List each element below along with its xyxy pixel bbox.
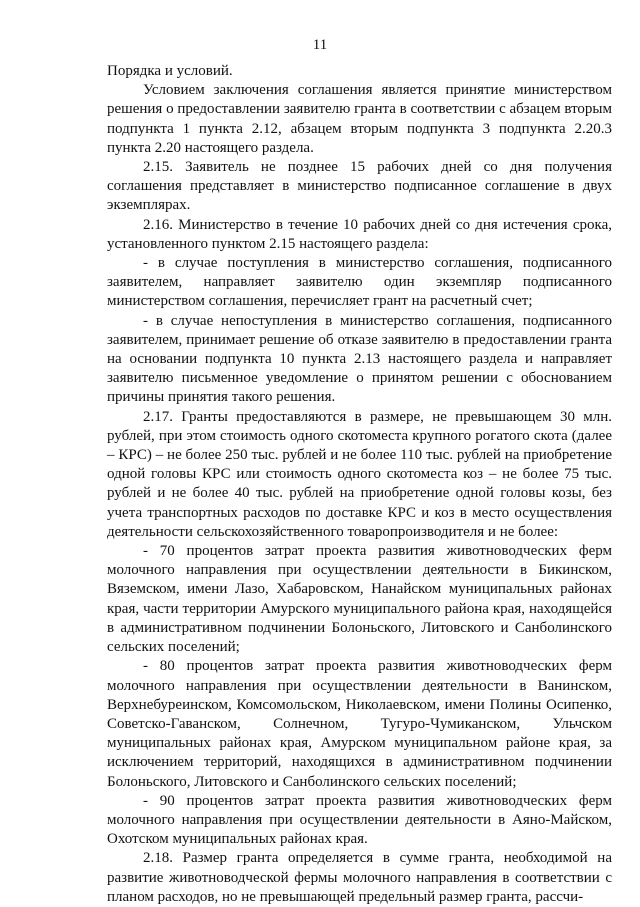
list-item: - в случае непоступления в министерство соглашения, подписанного заявителем, принимает решение об отказе заявителю в предоставлении гранта на основании подпункта 10 пункта 2.13 настоящего раздела и направляет заявителю письменное уведомление о принятом решении с обоснованием причины принятия такого решения.: [107, 312, 612, 406]
list-item: - 80 процентов затрат проекта развития животноводческих ферм молочного направления при осуществлении деятельности в Ванинском, Верхнебуреинском, Комсомольском, Николаевском, имени Полины Осипенко, Советско-Гаванском, Солнечном, Тугуро-Чумиканском, Ульчском муниципальных районах края, Амурском муниципальном районе края, за исключением территорий, находящихся в административном подчинении Болоньского, Литовского и Санболинского сельских поселений;: [107, 658, 612, 790]
paragraph-2-16: 2.16. Министерство в течение 10 рабочих дней со дня истечения срока, установленного пунктом 2.15 настоящего раздела:: [107, 216, 612, 252]
list-item: - в случае поступления в министерство соглашения, подписанного заявителем, направляет заявителю один экземпляр подписанного министерством соглашения, перечисляет грант на расчетный счет;: [107, 255, 612, 310]
paragraph: Условием заключения соглашения является принятие министерством решения о предоставлении заявителю гранта в соответствии с абзацем вторым подпункта 1 пункта 2.12, абзацем вторым подпункта 3 подпункта 2.20.3 пункта 2.20 настоящего раздела.: [107, 82, 612, 156]
document-body: [107, 62, 612, 907]
list-item: - 90 процентов затрат проекта развития животноводческих ферм молочного направления при осуществлении деятельности в Аяно-Майском, Охотском муниципальных районах края.: [107, 792, 612, 848]
paragraph: Порядка и условий.: [107, 63, 233, 79]
paragraph-2-15: 2.15. Заявитель не позднее 15 рабочих дней со дня получения соглашения представляет в министерство подписанное соглашение в двух экземплярах.: [107, 159, 612, 214]
list-item: - 70 процентов затрат проекта развития животноводческих ферм молочного направления при осуществлении деятельности в Бикинском, Вяземском, имени Лазо, Хабаровском, Нанайском муниципальных районах края, части территории Амурского муниципального района края, находящейся в административном подчинении Болоньского, Литовского и Санболинского сельских поселений;: [107, 543, 612, 656]
page-number: 11: [312, 37, 328, 53]
paragraph-2-17: 2.17. Гранты предоставляются в размере, не превышающем 30 млн. рублей, при этом стоимость одного скотоместа крупного рогатого скота (далее – КРС) – не более 250 тыс. рублей и не более 110 тыс. рублей на приобретение одной головы КРС или стоимость одного скотоместа коз – не более 75 тыс. рублей и не более 40 тыс. рублей на приобретение одной головы козы, без учета транспортных расходов по доставке КРС и коз в место осуществления деятельности сельскохозяйственного товаропроизводителя и не более:: [107, 408, 612, 540]
paragraph-2-18: 2.18. Размер гранта определяется в сумме гранта, необходимой на развитие животноводческой фермы молочного направления в соответствии с планом расходов, но не превышающей предельный размер гранта, рассчи-: [107, 850, 612, 905]
